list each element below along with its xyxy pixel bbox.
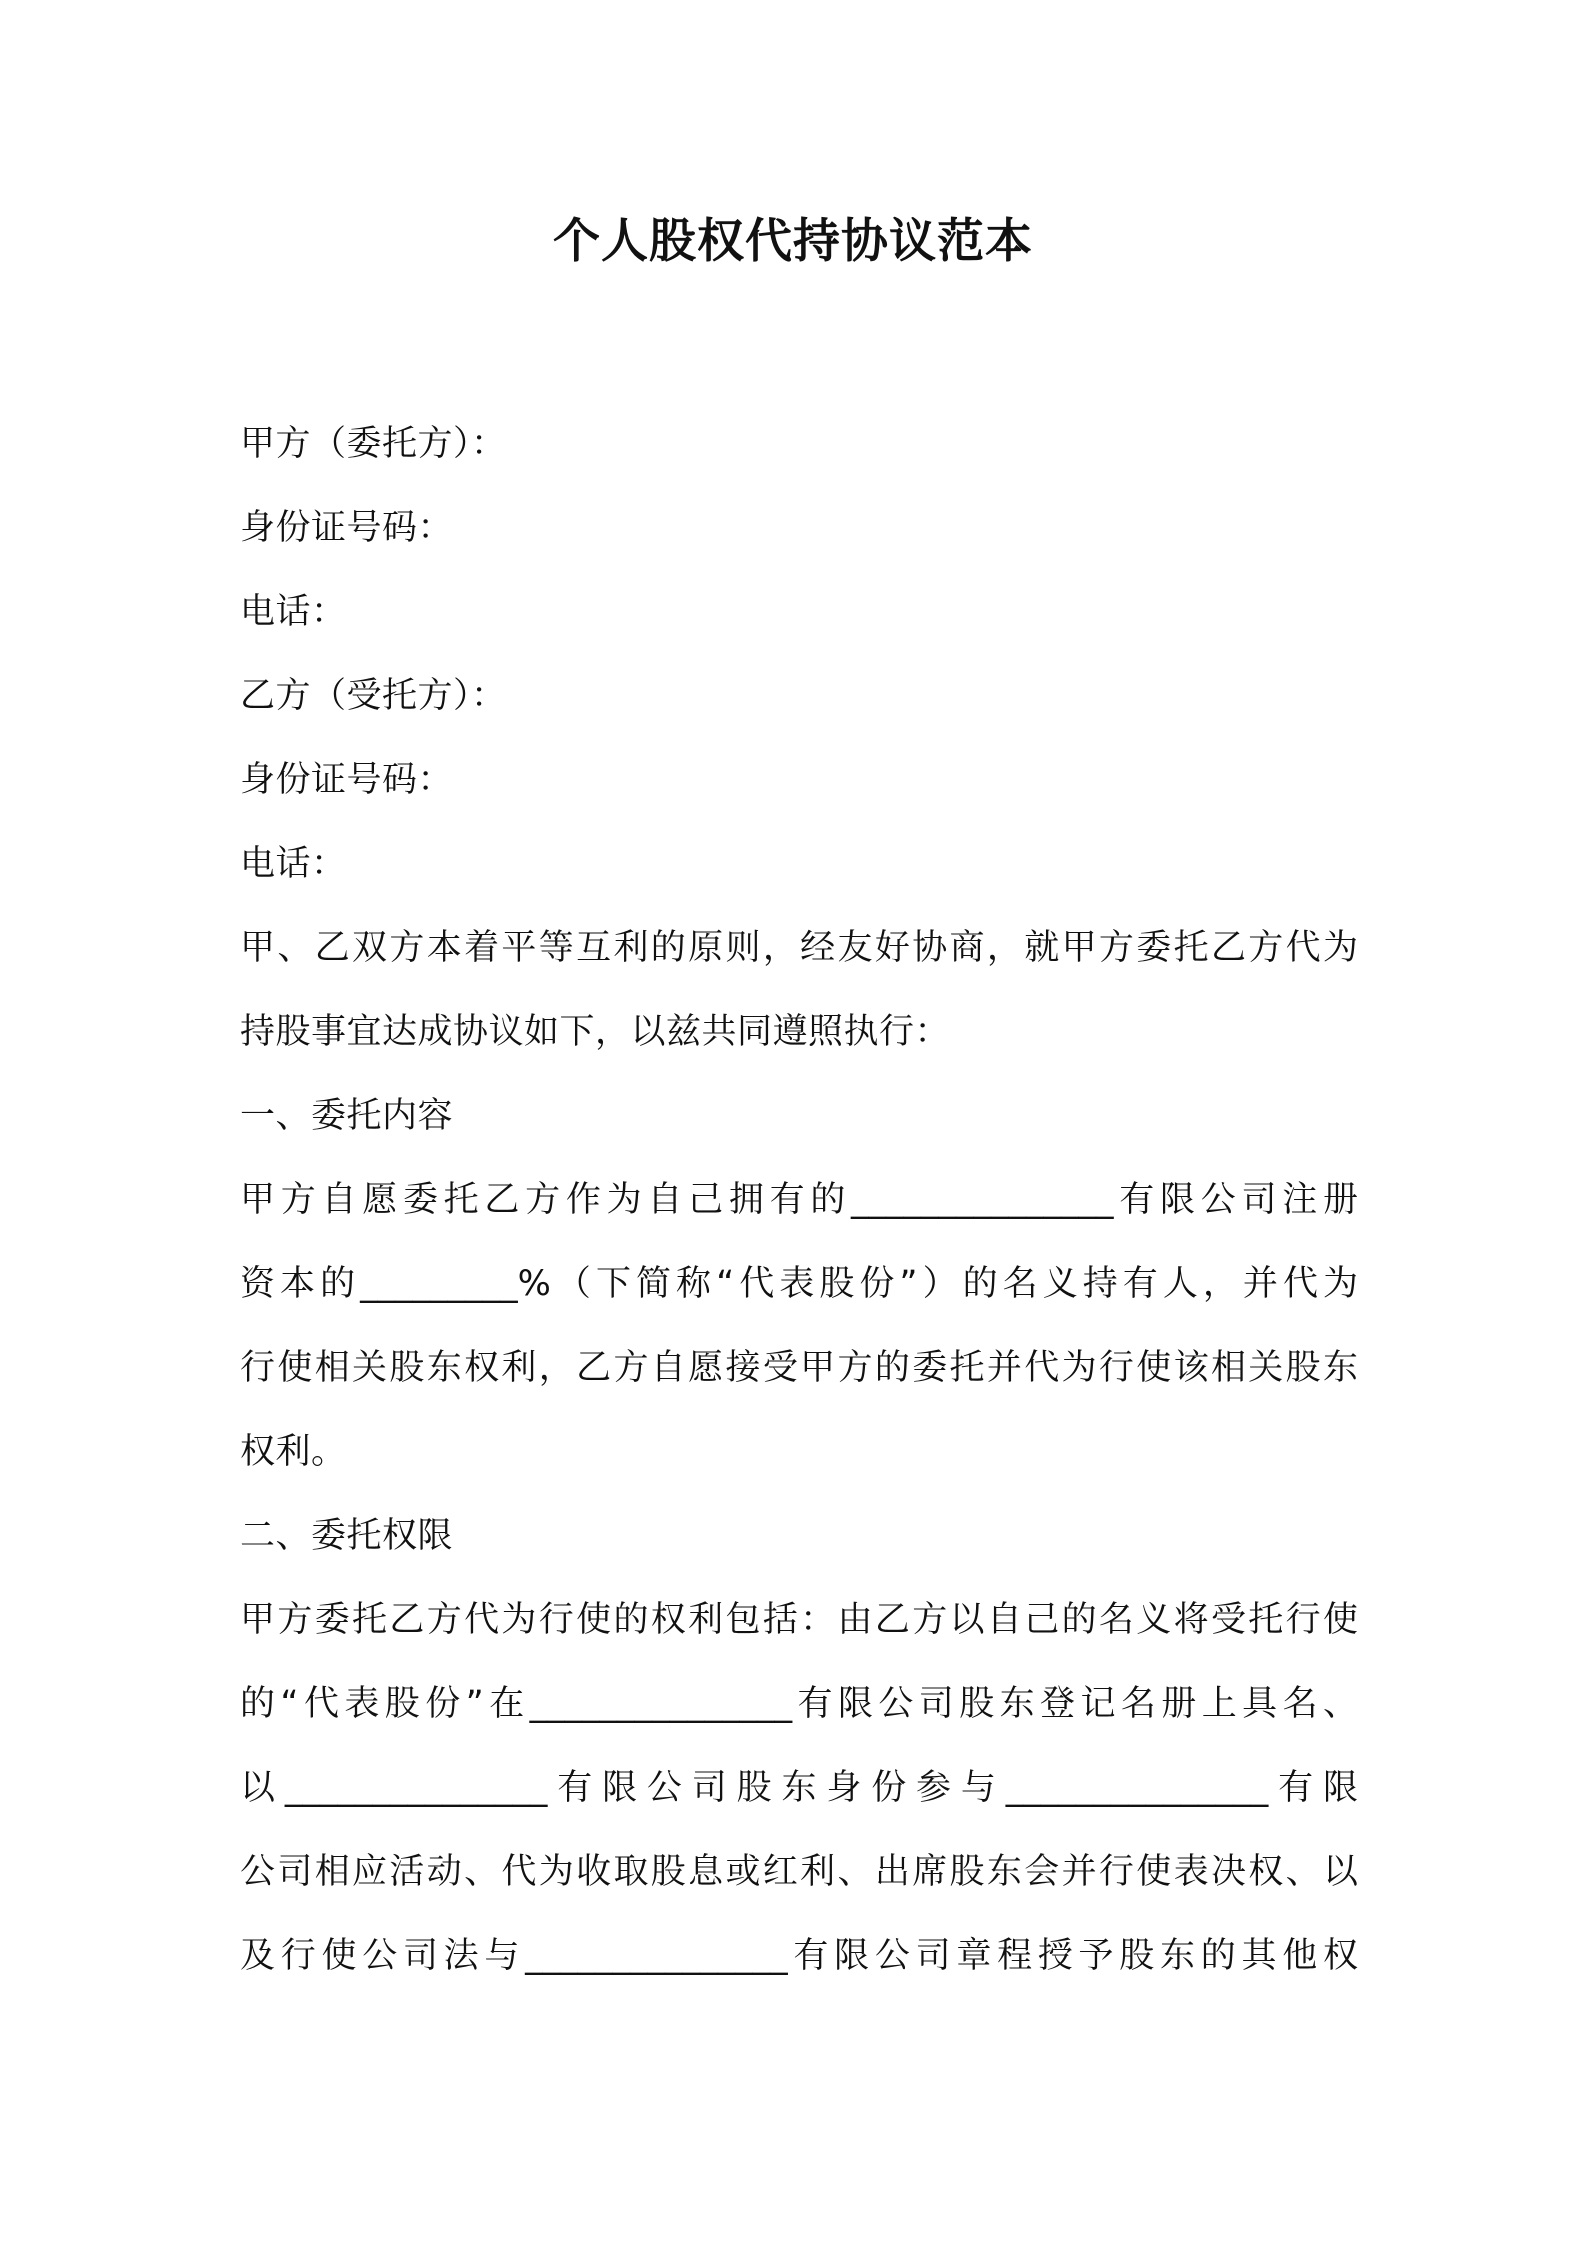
document-title: 个人股权代持协议范本 bbox=[553, 214, 1033, 269]
section-1-line: 行使相关股东权利，乙方自愿接受甲方的委托并代为行使该相关股东 bbox=[240, 1348, 1358, 1388]
preamble-line: 甲、乙双方本着平等互利的原则，经友好协商，就甲方委托乙方代为 bbox=[240, 928, 1358, 968]
party-b-label: 乙方（受托方）： bbox=[240, 676, 507, 716]
section-2-line: 以_______________有限公司股东身份参与_______________有限 bbox=[240, 1768, 1358, 1808]
section-1-line: 资本的_________%（下简称“代表股份”）的名义持有人，并代为 bbox=[240, 1264, 1358, 1304]
party-a-label: 甲方（委托方）： bbox=[240, 424, 507, 464]
section-1-line: 权利。 bbox=[240, 1432, 347, 1472]
section-2-line: 公司相应活动、代为收取股息或红利、出席股东会并行使表决权、以 bbox=[240, 1852, 1358, 1892]
section-2-line: 的“代表股份”在_______________有限公司股东登记名册上具名、 bbox=[240, 1684, 1358, 1724]
section-2-line: 及行使公司法与_______________有限公司章程授予股东的其他权 bbox=[240, 1936, 1358, 1976]
section-1-line: 甲方自愿委托乙方作为自己拥有的_______________有限公司注册 bbox=[240, 1180, 1358, 1220]
section-heading: 一、委托内容 bbox=[240, 1096, 454, 1136]
party-b-phone-label: 电话： bbox=[240, 844, 347, 884]
section-2-line: 甲方委托乙方代为行使的权利包括：由乙方以自己的名义将受托行使 bbox=[240, 1600, 1358, 1640]
preamble-line: 持股事宜达成协议如下，以兹共同遵照执行： bbox=[240, 1012, 951, 1052]
document-body bbox=[240, 402, 1358, 1998]
party-b-id-label: 身份证号码： bbox=[240, 760, 454, 800]
section-heading: 二、委托权限 bbox=[240, 1516, 454, 1556]
party-a-id-label: 身份证号码： bbox=[240, 508, 454, 548]
party-a-phone-label: 电话： bbox=[240, 592, 347, 632]
